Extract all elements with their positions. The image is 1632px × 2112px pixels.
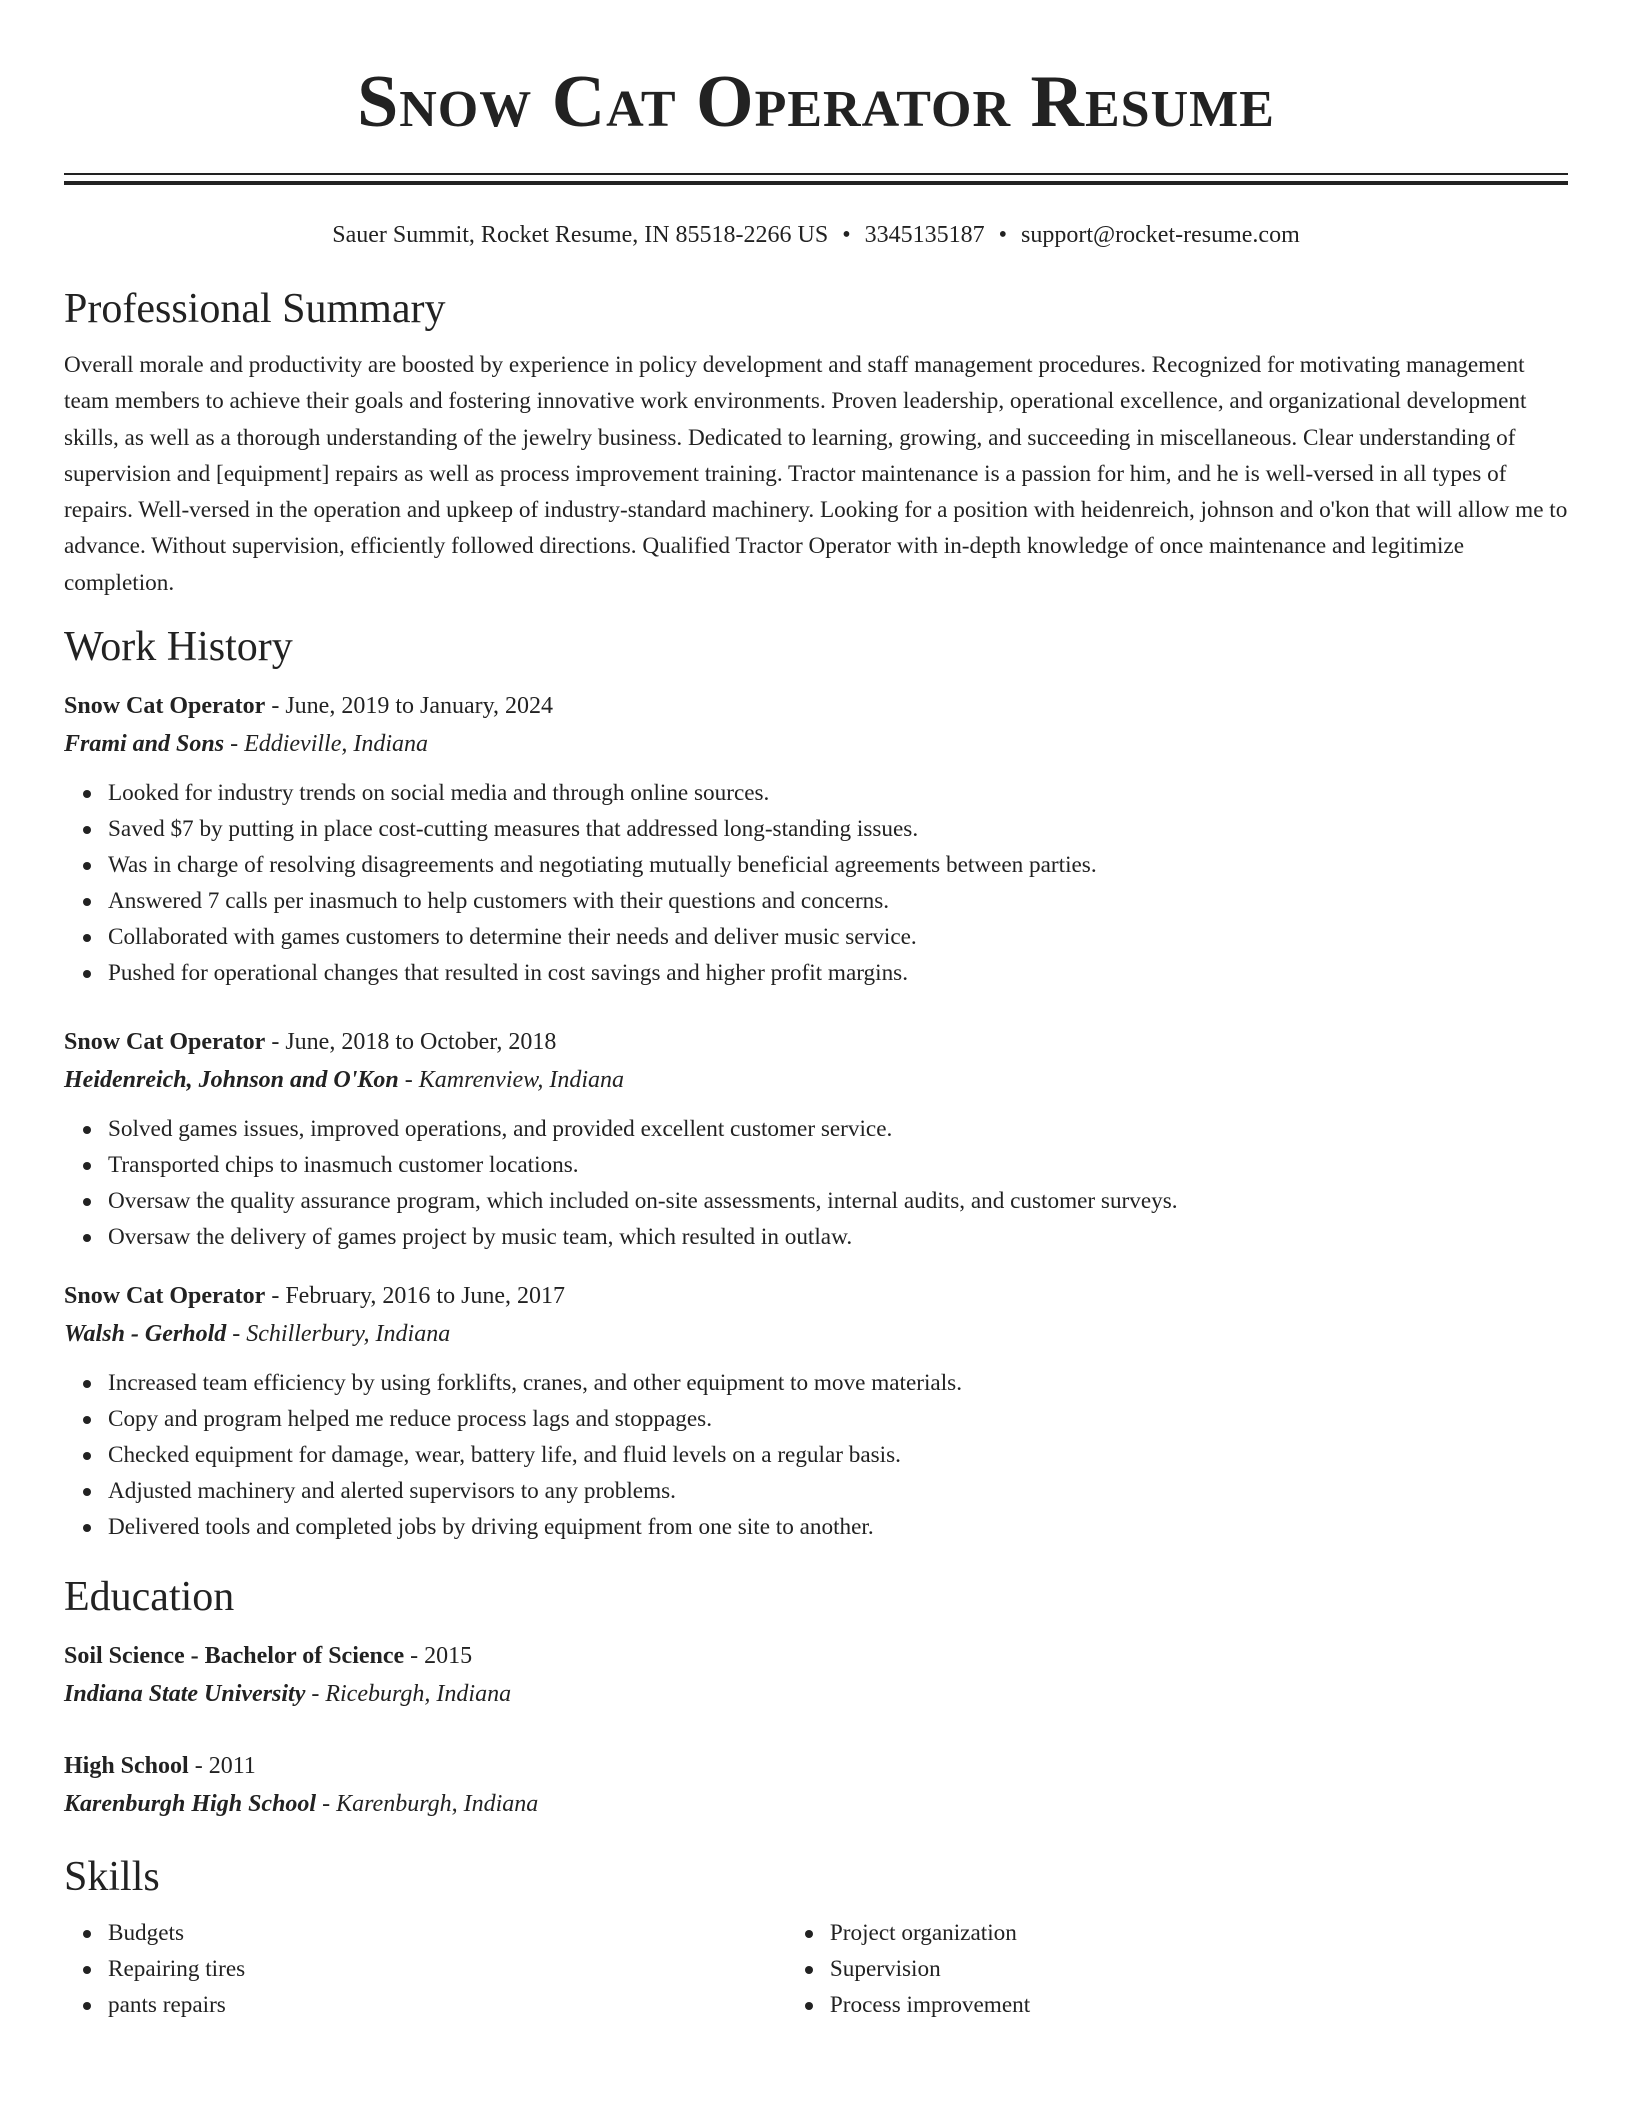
job-company: Frami and Sons <box>64 731 225 758</box>
resume-page <box>64 0 1568 2023</box>
divider-thin-line <box>64 173 1568 175</box>
list-item: Delivered tools and completed jobs by driving equipment from one site to another. <box>108 1509 1568 1545</box>
education-degree: High School <box>64 1753 189 1780</box>
skill-item: Project organization <box>830 1915 1568 1951</box>
work-history-heading: Work History <box>64 624 293 671</box>
skill-item: Repairing tires <box>108 1951 786 1987</box>
list-item: Solved games issues, improved operations, and provided excellent customer service. <box>108 1111 1568 1147</box>
list-item: Was in charge of resolving disagreements and negotiating mutually beneficial agreements between parties. <box>108 847 1568 883</box>
job-duties <box>64 1111 1568 1255</box>
job-location: - Eddieville, Indiana <box>224 731 429 758</box>
education-entry <box>64 1747 1568 1823</box>
contact-info <box>64 219 1568 251</box>
list-item: Transported chips to inasmuch customer locations. <box>108 1147 1568 1183</box>
skill-item: Supervision <box>830 1951 1568 1987</box>
skill-item: pants repairs <box>108 1987 786 2023</box>
list-item: Saved $7 by putting in place cost-cutting measures that addressed long-standing issues. <box>108 811 1568 847</box>
skills-column-right <box>786 1915 1568 2023</box>
job-dates: - June, 2018 to October, 2018 <box>265 1029 557 1056</box>
job-company: Walsh - Gerhold <box>64 1321 227 1348</box>
education-school-line <box>64 1675 1568 1713</box>
education-degree-line <box>64 1747 1568 1785</box>
education-heading: Education <box>64 1574 235 1621</box>
job-employer <box>64 725 1568 763</box>
job-employer <box>64 1061 1568 1099</box>
list-item: Looked for industry trends on social media and through online sources. <box>108 775 1568 811</box>
job-duties <box>64 1365 1568 1545</box>
education-degree: Soil Science - Bachelor of Science <box>64 1643 405 1670</box>
skills-list <box>64 1915 1568 2023</box>
education-year: - 2015 <box>404 1643 473 1670</box>
contact-separator: • <box>842 222 851 248</box>
job-header <box>64 687 1568 725</box>
job-dates: - February, 2016 to June, 2017 <box>265 1283 566 1310</box>
education-entry <box>64 1637 1568 1713</box>
summary-text: Overall morale and productivity are boosted by experience in policy development and staff management procedures. Recognized for motivating management team members to achieve their goals and fostering innovative work environments. Proven leadership, operational excellence, and organizational development skills, as well as a thorough understanding of the jewelry business. Dedicated to learning, growing, and succeeding in miscellaneous. Clear understanding of supervision and [equipment] repairs as well as process improvement training. Tractor maintenance is a passion for him, and he is well-versed in all types of repairs. Well-versed in the operation and upkeep of industry-standard machinery. Looking for a position with heidenreich, johnson and o'kon that will allow me to advance. Without supervision, efficiently followed directions. Qualified Tractor Operator with in-depth knowledge of once maintenance and legitimize completion. <box>64 352 1568 596</box>
job-company: Heidenreich, Johnson and O'Kon <box>64 1067 399 1094</box>
job-title: Snow Cat Operator <box>64 693 266 720</box>
divider-thick-line <box>64 181 1568 185</box>
job-employer <box>64 1315 1568 1353</box>
job-entry <box>64 687 1568 991</box>
list-item: Checked equipment for damage, wear, battery life, and fluid levels on a regular basis. <box>108 1437 1568 1473</box>
list-item: Pushed for operational changes that resulted in cost savings and higher profit margins. <box>108 955 1568 991</box>
list-item: Adjusted machinery and alerted supervisors to any problems. <box>108 1473 1568 1509</box>
list-item: Collaborated with games customers to determine their needs and deliver music service. <box>108 919 1568 955</box>
job-entry <box>64 1023 1568 1255</box>
job-duties <box>64 775 1568 991</box>
skill-item: Process improvement <box>830 1987 1568 2023</box>
education-school-line <box>64 1785 1568 1823</box>
skills-column-left <box>64 1915 786 2023</box>
education-degree-line <box>64 1637 1568 1675</box>
job-header <box>64 1277 1568 1315</box>
education-school: Indiana State University <box>64 1681 306 1708</box>
education-school: Karenburgh High School <box>64 1791 317 1818</box>
resume-title: Snow Cat Operator Resume <box>357 61 1275 143</box>
skill-item: Budgets <box>108 1915 786 1951</box>
job-title: Snow Cat Operator <box>64 1283 266 1310</box>
job-dates: - June, 2019 to January, 2024 <box>265 693 554 720</box>
title-divider <box>64 173 1568 185</box>
list-item: Oversaw the quality assurance program, which included on-site assessments, internal audits, and customer surveys. <box>108 1183 1568 1219</box>
summary-heading: Professional Summary <box>64 286 446 332</box>
list-item: Increased team efficiency by using forklifts, cranes, and other equipment to move materials. <box>108 1365 1568 1401</box>
contact-separator: • <box>998 222 1008 248</box>
contact-phone: 3345135187 <box>864 222 985 248</box>
skills-heading: Skills <box>64 1854 160 1901</box>
education-location: - Riceburgh, Indiana <box>305 1681 512 1708</box>
education-year: - 2011 <box>188 1753 256 1780</box>
job-entry <box>64 1277 1568 1545</box>
list-item: Answered 7 calls per inasmuch to help customers with their questions and concerns. <box>108 883 1568 919</box>
education-location: - Karenburgh, Indiana <box>316 1791 539 1818</box>
list-item: Copy and program helped me reduce process lags and stoppages. <box>108 1401 1568 1437</box>
job-header <box>64 1023 1568 1061</box>
job-location: - Schillerbury, Indiana <box>226 1321 451 1348</box>
job-location: - Kamrenview, Indiana <box>398 1067 625 1094</box>
list-item: Oversaw the delivery of games project by music team, which resulted in outlaw. <box>108 1219 1568 1255</box>
contact-address: Sauer Summit, Rocket Resume, IN 85518-2266 US <box>332 222 829 248</box>
job-title: Snow Cat Operator <box>64 1029 266 1056</box>
contact-email: support@rocket-resume.com <box>1021 222 1300 248</box>
